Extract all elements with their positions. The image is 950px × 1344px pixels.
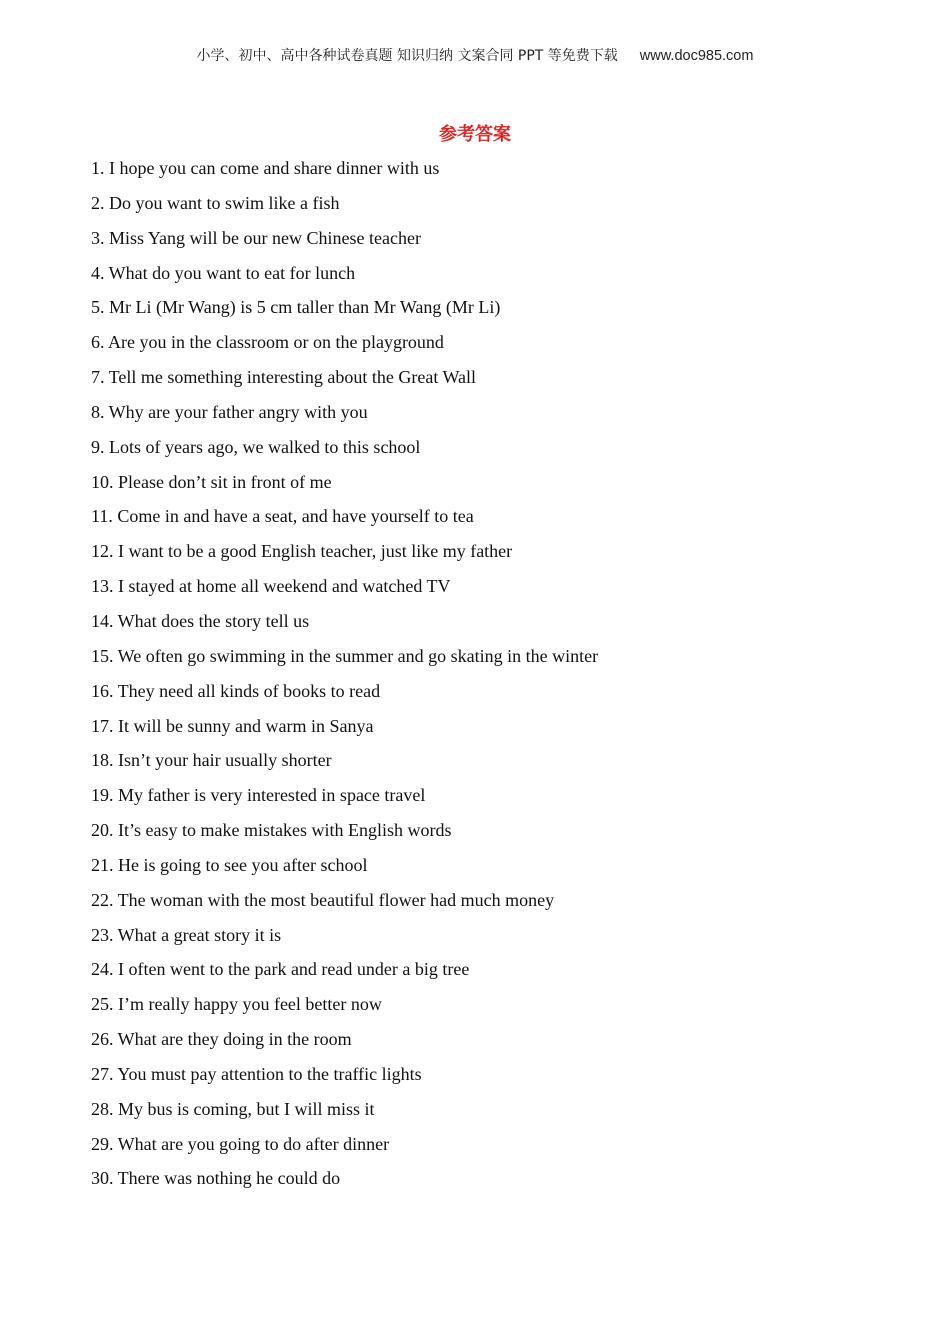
answer-item: 11. Come in and have a seat, and have yourself to tea: [91, 506, 474, 527]
answer-item: 18. Isn’t your hair usually shorter: [91, 750, 332, 771]
answer-item: 2. Do you want to swim like a fish: [91, 192, 340, 213]
answer-item: 29. What are you going to do after dinner: [91, 1133, 390, 1154]
page-header: [0, 45, 950, 65]
answer-item: 23. What a great story it is: [91, 924, 282, 945]
answer-item: 6. Are you in the classroom or on the playground: [91, 332, 444, 353]
answer-list: [91, 155, 598, 1200]
answer-item: 26. What are they doing in the room: [91, 1029, 352, 1050]
answer-item: 12. I want to be a good English teacher, just like my father: [91, 541, 513, 562]
answer-item: 24. I often went to the park and read under a big tree: [91, 959, 470, 980]
answer-item: 8. Why are your father angry with you: [91, 401, 368, 422]
answer-item: 19. My father is very interested in space travel: [91, 785, 426, 806]
header-site-link[interactable]: www.doc985.com: [639, 48, 754, 64]
answer-item: 5. Mr Li (Mr Wang) is 5 cm taller than Mr Wang (Mr Li): [91, 297, 501, 318]
answer-item: 10. Please don’t sit in front of me: [91, 471, 332, 492]
answer-item: 17. It will be sunny and warm in Sanya: [91, 715, 374, 736]
answer-item: 28. My bus is coming, but I will miss it: [91, 1098, 375, 1119]
answer-item: 4. What do you want to eat for lunch: [91, 262, 356, 283]
answer-item: 15. We often go swimming in the summer and go skating in the winter: [91, 645, 599, 666]
answer-item: 27. You must pay attention to the traffic lights: [91, 1063, 422, 1084]
answer-item: 3. Miss Yang will be our new Chinese teacher: [91, 227, 421, 248]
answer-item: 14. What does the story tell us: [91, 610, 310, 631]
header-text: 小学、初中、高中各种试卷真题 知识归纳 文案合同 PPT 等免费下载: [196, 48, 618, 64]
answer-item: 21. He is going to see you after school: [91, 854, 368, 875]
answer-item: 22. The woman with the most beautiful flower had much money: [91, 889, 555, 910]
answer-item: 25. I’m really happy you feel better now: [91, 994, 382, 1015]
answer-item: 13. I stayed at home all weekend and watched TV: [91, 576, 451, 597]
answer-item: 1. I hope you can come and share dinner with us: [91, 158, 440, 178]
answer-item: 9. Lots of years ago, we walked to this school: [91, 436, 421, 457]
answer-item: 16. They need all kinds of books to read: [91, 680, 381, 701]
answer-item: 7. Tell me something interesting about the Great Wall: [91, 367, 477, 388]
answer-item: 20. It’s easy to make mistakes with English words: [91, 820, 452, 841]
page-title: 参考答案: [439, 124, 511, 145]
answer-item: 30. There was nothing he could do: [91, 1168, 341, 1189]
